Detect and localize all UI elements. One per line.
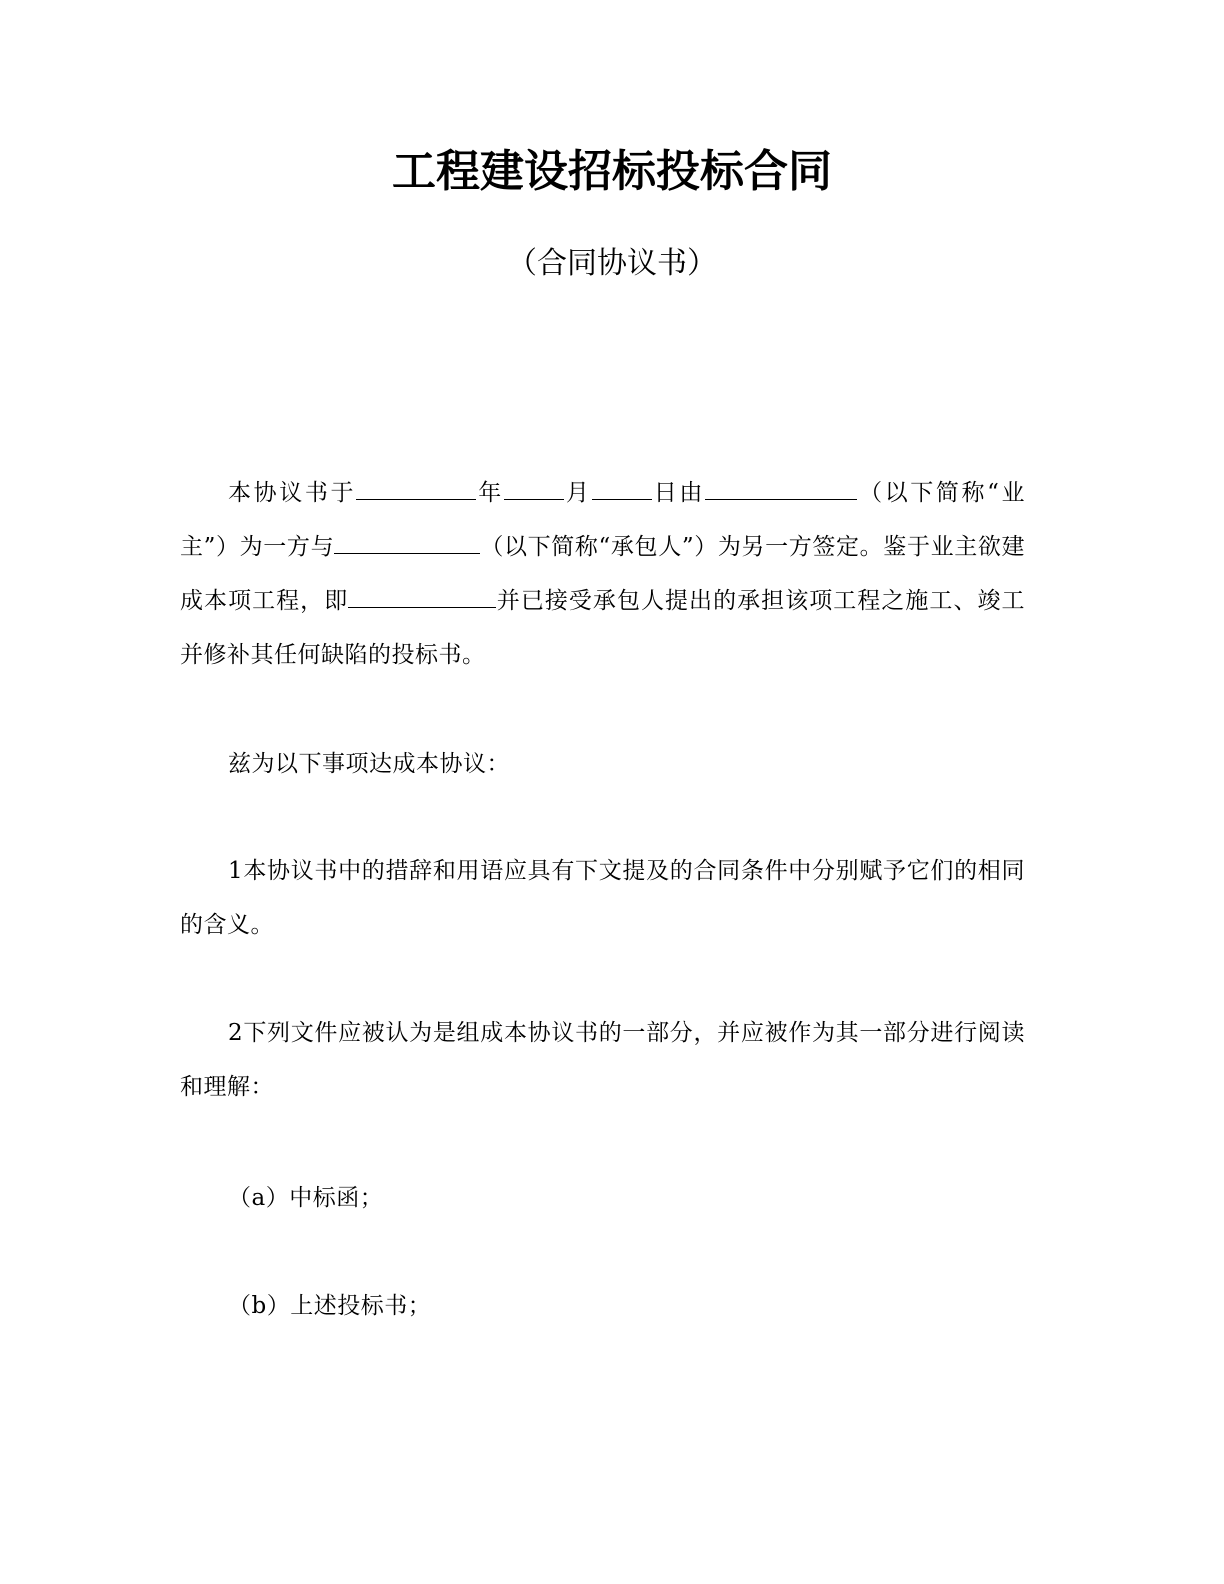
- contractor-blank: [334, 533, 480, 554]
- project-blank: [348, 587, 496, 608]
- agreement-intro-paragraph: [180, 466, 1025, 682]
- intro-text-4: 日由: [651, 480, 705, 506]
- month-blank: [504, 479, 564, 500]
- agreement-matters-paragraph: 兹为以下事项达成本协议：: [228, 751, 510, 777]
- intro-text-7: 并已接受承包人提出的承担该项工程之施工、竣工并修补其任何缺陷的投标书。: [180, 588, 1026, 668]
- intro-text-3: 月: [563, 480, 592, 506]
- day-blank: [592, 479, 652, 500]
- intro-text-1: 本协议书于: [228, 480, 357, 506]
- intro-text-5: （以下简称“业主”）为一方与: [180, 480, 1026, 560]
- list-item-a: （a）中标函；: [228, 1185, 384, 1211]
- clause-1-paragraph: 1本协议书中的措辞和用语应具有下文提及的合同条件中分别赋予它们的相同的含义。: [180, 858, 1025, 938]
- list-item-b: （b）上述投标书；: [228, 1293, 432, 1319]
- intro-text-2: 年: [476, 480, 504, 506]
- year-blank: [356, 479, 476, 500]
- document-title: 工程建设招标投标合同: [392, 146, 832, 197]
- document-subtitle: （合同协议书）: [507, 246, 717, 281]
- clause-2-paragraph: 2下列文件应被认为是组成本协议书的一部分，并应被作为其一部分进行阅读和理解：: [180, 1020, 1025, 1100]
- owner-blank: [705, 479, 857, 500]
- intro-text-6: （以下简称“承包人”）为另一方签定。鉴于业主欲建成本项工程，即: [180, 534, 1025, 614]
